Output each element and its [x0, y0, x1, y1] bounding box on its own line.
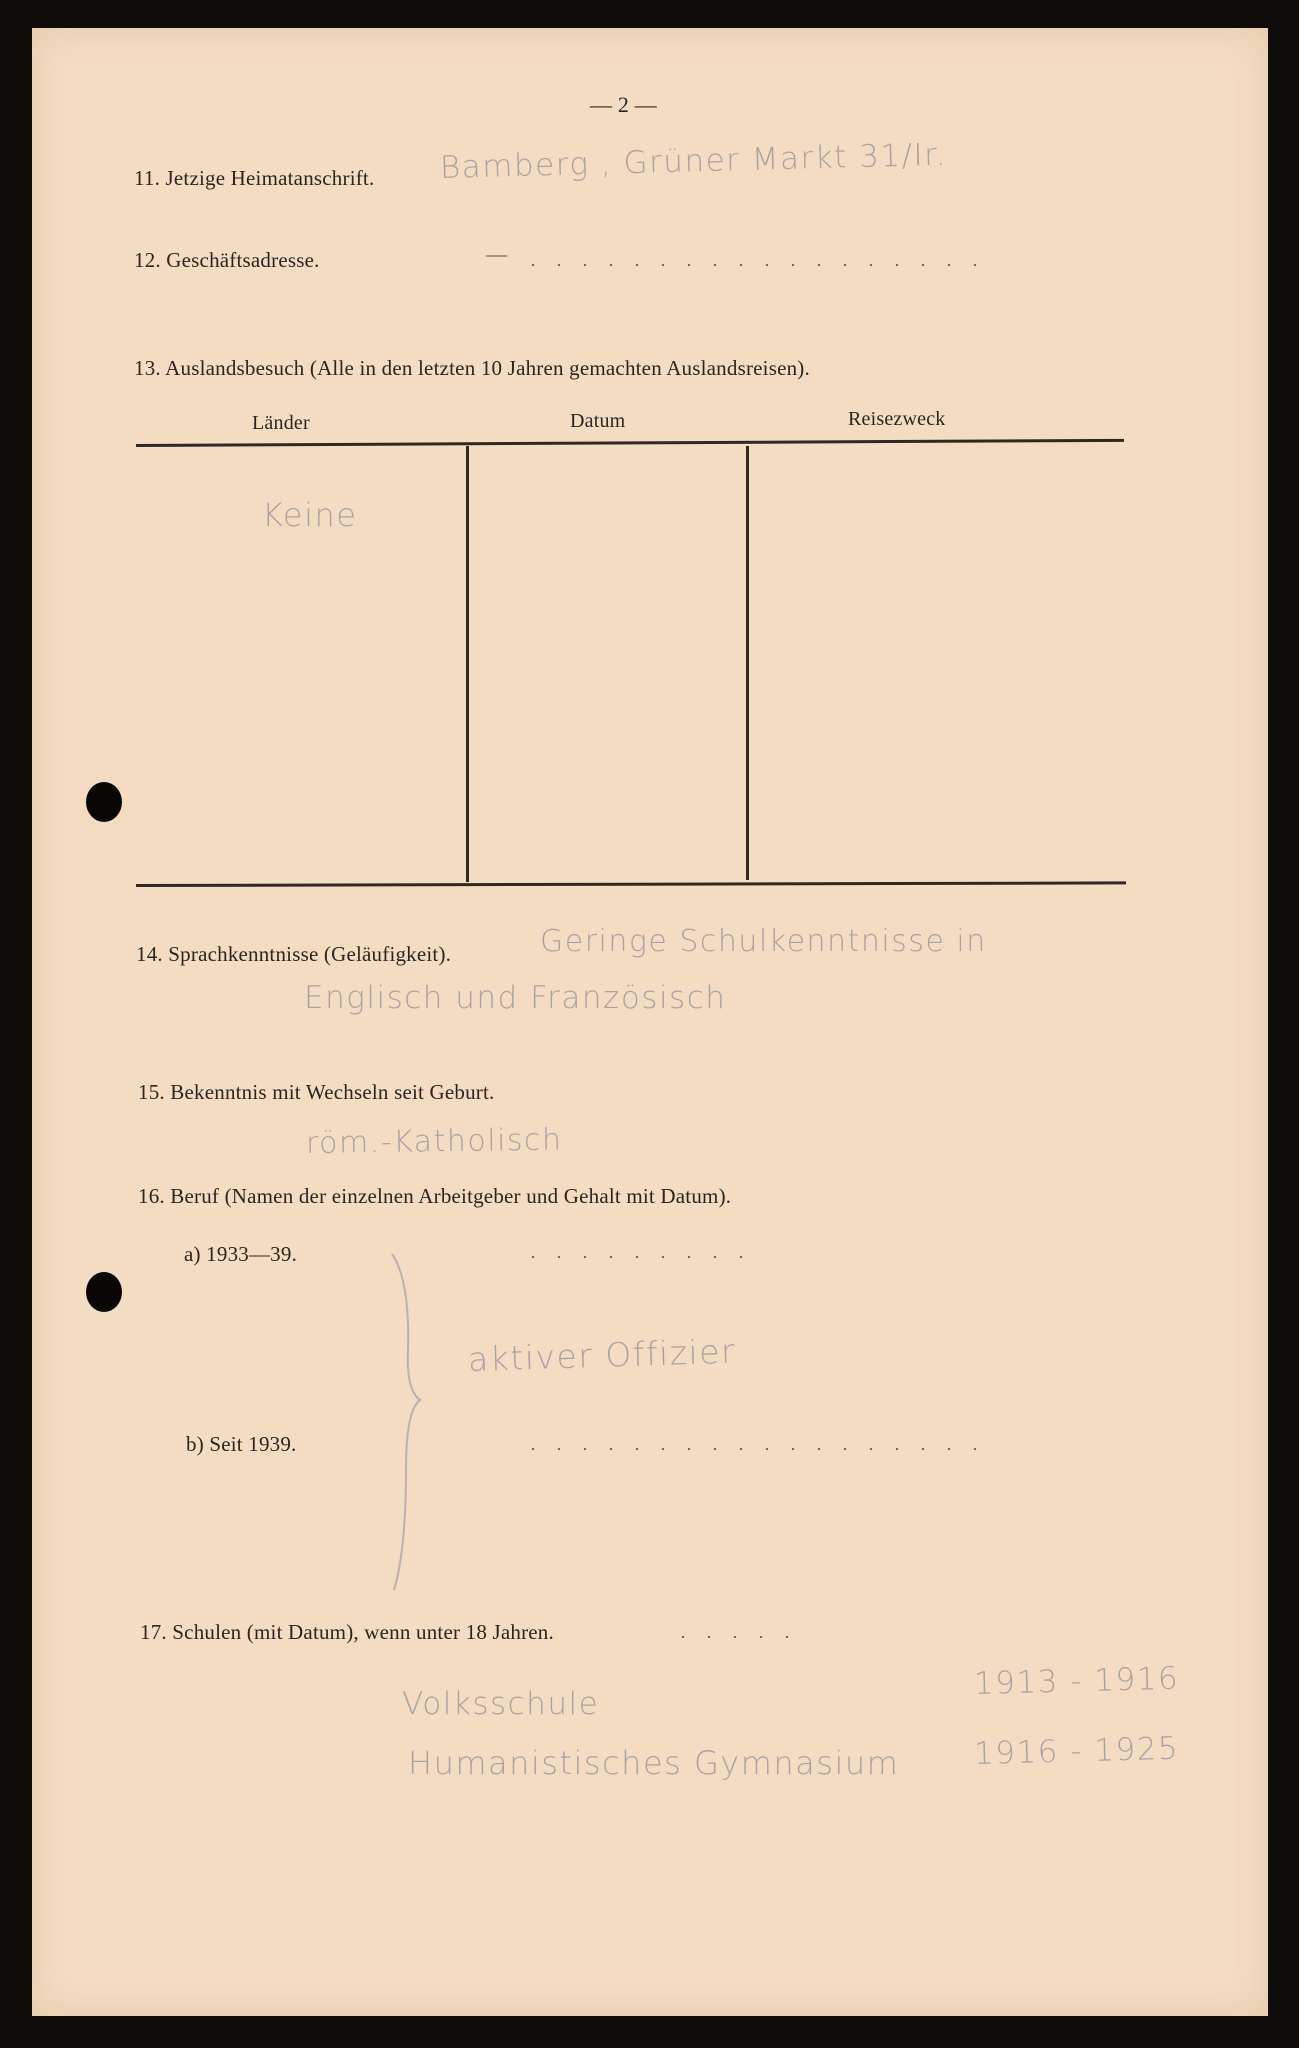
question-11-label: 11. Jetzige Heimatanschrift. [134, 166, 375, 190]
table-header-laender: Länder [252, 412, 310, 434]
form-page [32, 28, 1268, 2016]
dotted-line [520, 264, 980, 266]
table-divider-2 [746, 446, 749, 880]
question-13-label: 13. Auslandsbesuch (Alle in den letzten 10 Jahren gemachten Auslandsreisen). [134, 356, 810, 380]
table-header-datum: Datum [570, 410, 626, 432]
question-16b-label: b) Seit 1939. [186, 1432, 297, 1456]
school-1-name: Volksschule [402, 1686, 600, 1722]
dotted-line [520, 1256, 750, 1258]
dotted-line [520, 1448, 1000, 1450]
question-11-answer: Bamberg , Grüner Markt 31/Ir. [439, 136, 948, 186]
question-13-answer: Keine [262, 496, 358, 534]
question-12-answer: — [486, 242, 508, 266]
school-2-dates: 1916 - 1925 [973, 1730, 1180, 1772]
curly-brace-mark [384, 1250, 444, 1595]
punch-hole-top [86, 782, 122, 822]
school-2-name: Humanistisches Gymnasium [408, 1744, 900, 1782]
table-header-reisezweck: Reisezweck [848, 408, 946, 430]
question-14-answer-line1: Geringe Schulkenntnisse in [540, 924, 987, 959]
question-14-label: 14. Sprachkenntnisse (Geläufigkeit). [136, 942, 452, 966]
table-divider-1 [466, 446, 469, 882]
question-16a-label: a) 1933—39. [184, 1242, 298, 1266]
question-17-label: 17. Schulen (mit Datum), wenn unter 18 Jahren. [140, 1620, 554, 1644]
question-14-answer-line2: Englisch und Französisch [304, 980, 727, 1016]
dotted-line [670, 1636, 800, 1638]
page-number: — 2 — [590, 92, 657, 117]
punch-hole-bottom [86, 1272, 122, 1312]
school-1-dates: 1913 - 1916 [973, 1660, 1180, 1702]
question-15-answer: röm.-Katholisch [305, 1122, 563, 1161]
question-12-label: 12. Geschäftsadresse. [134, 248, 320, 272]
question-16-answer: aktiver Offizier [467, 1331, 737, 1379]
question-15-label: 15. Bekenntnis mit Wechseln seit Geburt. [138, 1080, 495, 1104]
question-16-label: 16. Beruf (Namen der einzelnen Arbeitgeber und Gehalt mit Datum). [138, 1184, 732, 1208]
